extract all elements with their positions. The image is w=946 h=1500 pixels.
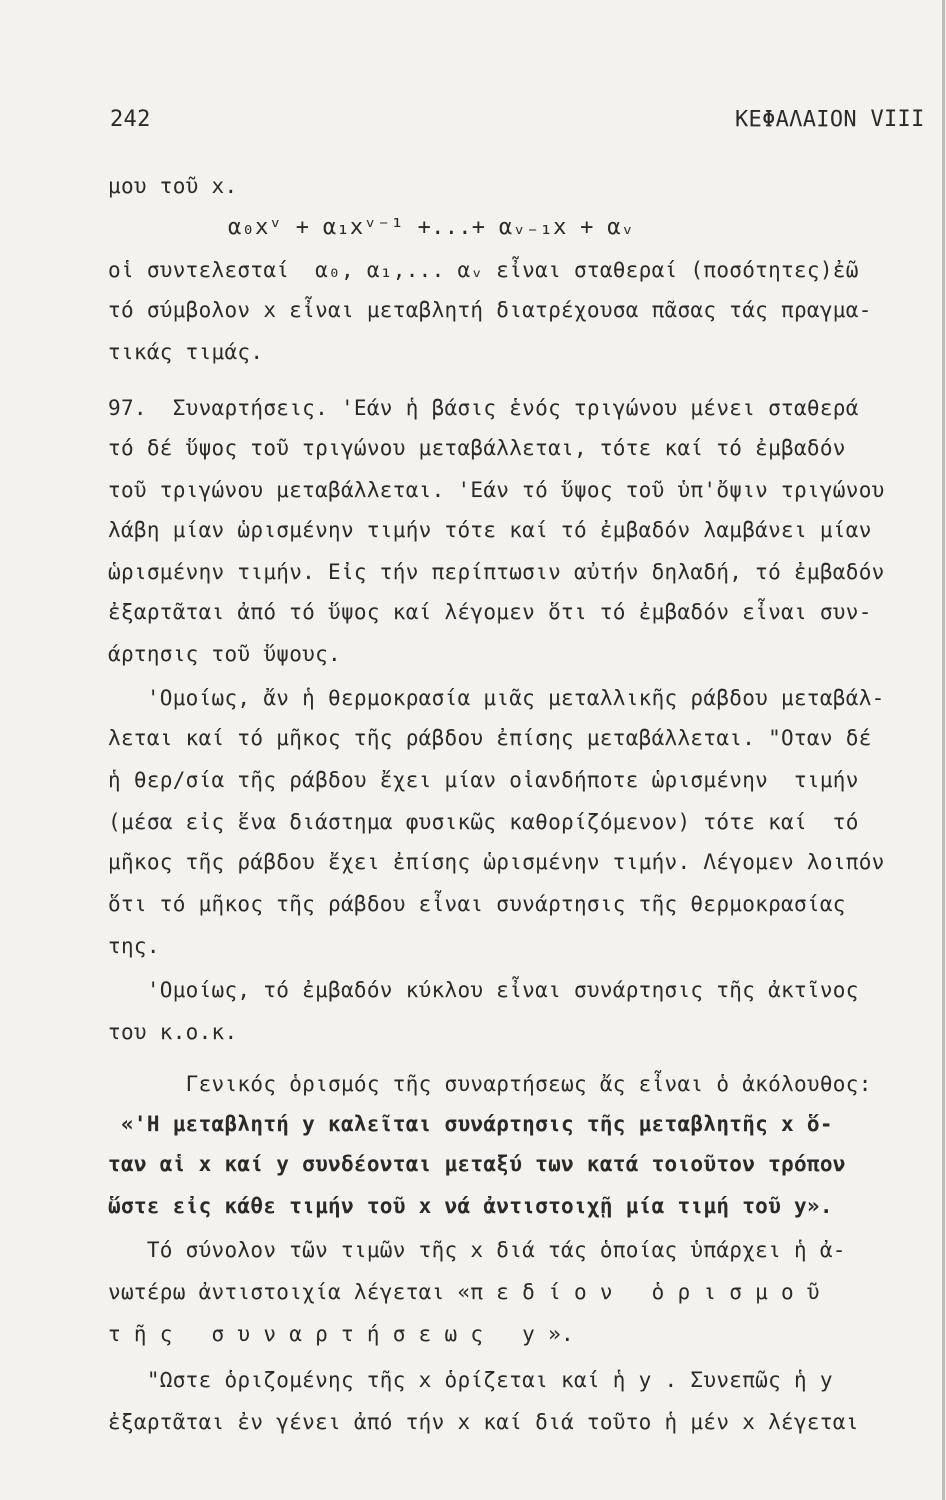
text-line: ἐξαρτᾶται ἀπό τό ὕψος καί λέγομεν ὅτι τό ἐμβαδόν εἶναι συν-: [108, 600, 872, 624]
text-line: 'Ομοίως, ἄν ἡ θερμοκρασία μιᾶς μεταλλικῆς ράβδου μεταβάλ-: [108, 686, 885, 710]
text-line: λεται καί τό μῆκος τῆς ράβδου ἐπίσης μεταβάλλεται. "Οταν δέ: [108, 726, 872, 750]
text-line: λάβη μίαν ὡρισμένην τιμήν τότε καί τό ἐμβαδόν λαμβάνει μίαν: [108, 518, 872, 542]
text-line: ὅτι τό μῆκος τῆς ράβδου εἶναι συνάρτησις τῆς θερμοκρασίας: [108, 892, 846, 916]
text-line: ἡ θερ/σία τῆς ράβδου ἔχει μίαν οἱανδήποτε ὡρισμένην τιμήν: [108, 768, 859, 792]
definition-line: ὥστε εἰς κάθε τιμήν τοῦ x νά ἀντιστοιχῇ μία τιμή τοῦ y».: [108, 1194, 833, 1218]
text-line: άρτησις τοῦ ὕψους.: [108, 642, 341, 666]
text-line: της.: [108, 934, 160, 958]
text-line: τ ῆ ς σ υ ν α ρ τ ή σ ε ω ς y ».: [108, 1322, 574, 1346]
text-line: Γενικός ὁρισμός τῆς συναρτήσεως ἄς εἶναι ὁ ἀκόλουθος:: [108, 1072, 872, 1096]
text-line: νωτέρω ἀντιστοιχία λέγεται «π ε δ ί ο ν ὁ ρ ι σ μ ο ῦ: [108, 1280, 820, 1304]
page-edge-shadow: [942, 0, 945, 1500]
text-line: ὡρισμένην τιμήν. Εἰς τήν περίπτωσιν αὐτήν δηλαδή, τό ἐμβαδόν: [108, 560, 885, 584]
page-number: 242: [110, 107, 151, 132]
definition-line: «'Η μεταβλητή y καλεῖται συνάρτησις τῆς μεταβλητῆς x ὅ-: [108, 1112, 833, 1136]
chapter-heading: ΚΕΦΑΛΑΙΟΝ VIII: [735, 107, 925, 132]
text-line: "Ωστε ὁριζομένης τῆς x ὁρίζεται καί ἡ y . Συνεπῶς ἡ y: [108, 1368, 833, 1392]
text-line: Τό σύνολον τῶν τιμῶν τῆς x διά τάς ὁποίας ὑπάρχει ἡ ἀ-: [108, 1238, 846, 1262]
definition-line: ταν αἱ x καί y συνδέονται μεταξύ των κατά τοιοῦτον τρόπον: [108, 1152, 846, 1176]
text-line: τό σύμβολον x εἶναι μεταβλητή διατρέχουσα πᾶσας τάς πραγμα-: [108, 298, 872, 322]
text-line: (μέσα εἰς ἕνα διάστημα φυσικῶς καθορίζόμενον) τότε καί τό: [108, 810, 859, 834]
text-line: οἱ συντελεσταί α₀, α₁,... αᵥ εἶναι σταθεραί (ποσότητες)ἐῶ: [108, 258, 859, 282]
text-line: ἐξαρτᾶται ἐν γένει ἀπό τήν x καί διά τοῦτο ἡ μέν x λέγεται: [108, 1410, 859, 1434]
polynomial-formula: α₀xᵛ + α₁xᵛ⁻¹ +...+ αᵥ₋₁x + αᵥ: [228, 215, 635, 240]
text-line: μῆκος τῆς ράβδου ἔχει ἐπίσης ὡρισμένην τιμήν. Λέγομεν λοιπόν: [108, 850, 885, 874]
text-line: 'Ομοίως, τό ἐμβαδόν κύκλου εἶναι συνάρτησις τῆς ἀκτῖνος: [108, 978, 859, 1002]
section-heading: 97. Συναρτήσεις. 'Εάν ἡ βάσις ἑνός τριγώνου μένει σταθερά: [108, 396, 859, 420]
text-line: τικάς τιμάς.: [108, 340, 264, 364]
text-line: του κ.ο.κ.: [108, 1020, 238, 1044]
text-line: μου τοῦ x.: [108, 174, 238, 198]
text-line: τοῦ τριγώνου μεταβάλλεται. 'Εάν τό ὕψος τοῦ ὑπ'ὄψιν τριγώνου: [108, 478, 885, 502]
text-line: τό δέ ὕψος τοῦ τριγώνου μεταβάλλεται, τότε καί τό ἐμβαδόν: [108, 436, 846, 460]
